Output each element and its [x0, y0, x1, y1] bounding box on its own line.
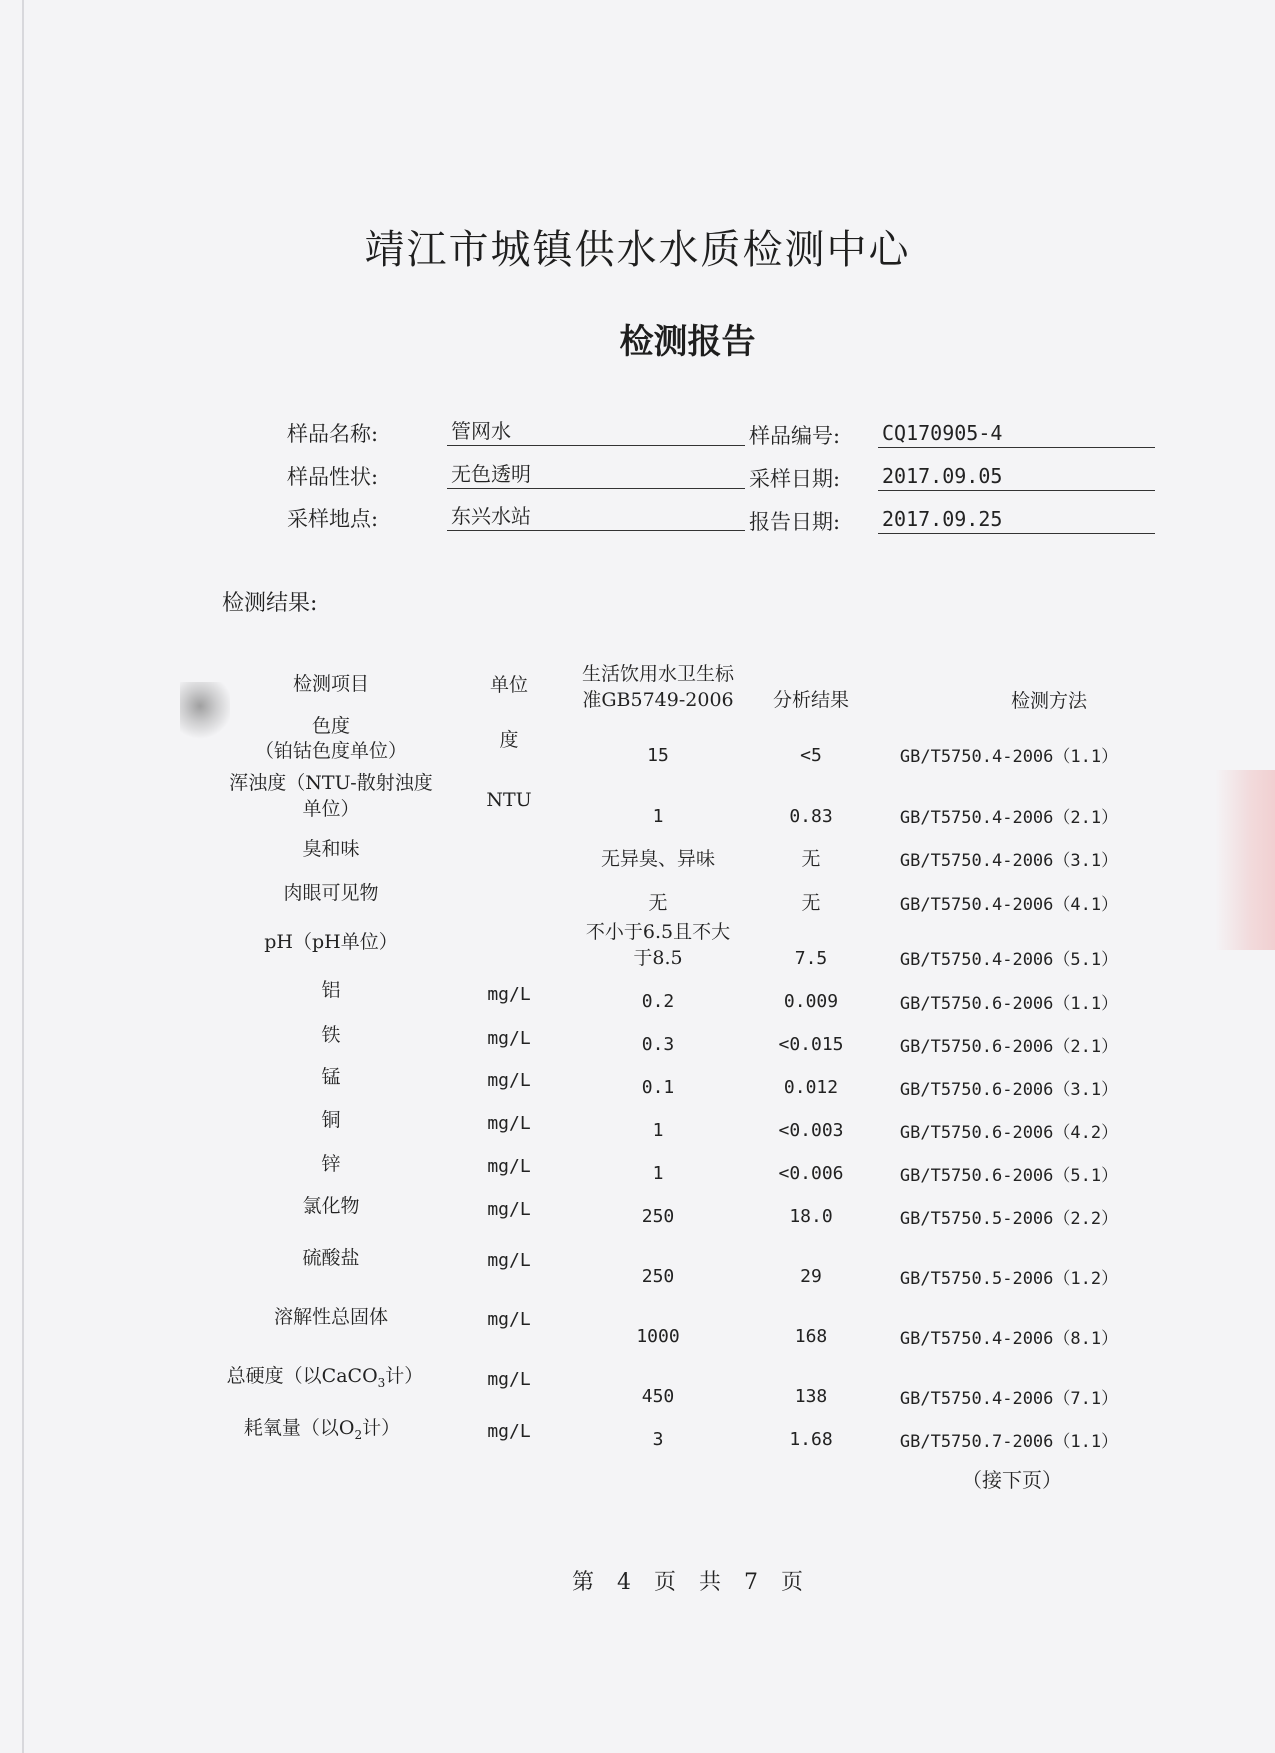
- row-unit: mg/L: [487, 1369, 531, 1390]
- sample-appearance-value: 无色透明: [447, 459, 745, 489]
- row-method: GB/T5750.6-2006（2.1）: [899, 1037, 1119, 1057]
- row-result: 18.0: [789, 1206, 833, 1227]
- row-result: <0.006: [778, 1163, 844, 1184]
- row-item-line2: 单位）: [302, 798, 360, 820]
- row-result: 7.5: [794, 948, 828, 969]
- row-standard: 450: [641, 1386, 675, 1407]
- row-unit: mg/L: [487, 1156, 531, 1177]
- row-result: 0.009: [783, 991, 839, 1012]
- row-standard: 0.3: [641, 1034, 675, 1055]
- row-item: 肉眼可见物: [283, 882, 379, 904]
- row-unit: NTU: [486, 789, 532, 811]
- row-item: 臭和味: [302, 838, 360, 860]
- row-method: GB/T5750.7-2006（1.1）: [899, 1432, 1119, 1452]
- row-unit: mg/L: [487, 1199, 531, 1220]
- row-standard: 0.2: [641, 991, 675, 1012]
- row-item: 氯化物: [302, 1195, 360, 1217]
- row-result: 29: [800, 1266, 822, 1287]
- row-method: GB/T5750.6-2006（4.2）: [899, 1123, 1119, 1143]
- row-unit: mg/L: [487, 1070, 531, 1091]
- row-method: GB/T5750.4-2006（4.1）: [899, 895, 1119, 915]
- row-result: <0.015: [778, 1034, 844, 1055]
- row-standard: 1000: [636, 1326, 680, 1347]
- row-method: GB/T5750.6-2006（1.1）: [899, 994, 1119, 1014]
- header-result: 分析结果: [772, 689, 850, 711]
- row-item: 耗氧量（以$O_2$计）: [243, 1417, 401, 1442]
- red-seal-fragment: [1215, 770, 1275, 950]
- row-item: 铜: [321, 1109, 341, 1131]
- row-standard: 0.1: [641, 1077, 675, 1098]
- results-section-label: 检测结果:: [222, 591, 318, 616]
- header-standard-line2: 准GB5749-2006: [582, 689, 734, 711]
- row-method: GB/T5750.4-2006（5.1）: [899, 950, 1119, 970]
- row-item-line2: （铂钴色度单位）: [254, 740, 408, 762]
- row-standard-line2: 于8.5: [633, 947, 683, 969]
- row-method: GB/T5750.4-2006（2.1）: [899, 808, 1119, 828]
- row-method: GB/T5750.4-2006（3.1）: [899, 851, 1119, 871]
- row-method: GB/T5750.4-2006（7.1）: [899, 1389, 1119, 1409]
- header-item: 检测项目: [292, 673, 370, 695]
- report-title: 检测报告: [619, 322, 756, 362]
- row-item: 色度: [311, 715, 351, 737]
- page-footer: 第 4 页 共 7 页: [572, 1570, 803, 1595]
- sample-name-value: 管网水: [447, 416, 745, 446]
- header-standard-line1: 生活饮用水卫生标: [581, 663, 735, 685]
- row-method: GB/T5750.6-2006（3.1）: [899, 1080, 1119, 1100]
- row-standard: 1: [652, 1163, 664, 1184]
- row-method: GB/T5750.5-2006（1.2）: [899, 1269, 1119, 1289]
- row-item: pH（pH单位）: [264, 931, 398, 953]
- report-date-label: 报告日期:: [749, 510, 841, 534]
- continue-note: （接下页）: [962, 1468, 1062, 1492]
- sample-name-label: 样品名称:: [287, 422, 379, 446]
- row-result: 168: [794, 1326, 828, 1347]
- row-standard: 250: [641, 1206, 675, 1227]
- row-result: 1.68: [789, 1429, 833, 1450]
- row-item: 锌: [321, 1153, 341, 1175]
- row-standard: 250: [641, 1266, 675, 1287]
- scan-stain: [180, 682, 230, 742]
- row-unit: mg/L: [487, 1113, 531, 1134]
- row-standard: 无异臭、异味: [600, 848, 716, 870]
- row-unit: mg/L: [487, 1421, 531, 1442]
- sample-code-label: 样品编号:: [749, 424, 841, 448]
- sample-date-value: 2017.09.05: [878, 461, 1155, 491]
- row-standard: 3: [652, 1429, 664, 1450]
- row-result: 无: [801, 892, 821, 914]
- header-unit: 单位: [489, 674, 529, 696]
- row-method: GB/T5750.4-2006（8.1）: [899, 1329, 1119, 1349]
- row-result: 0.012: [783, 1077, 839, 1098]
- row-standard-line1: 不小于6.5且不大: [585, 921, 731, 943]
- row-item: 铁: [321, 1024, 341, 1046]
- sample-code-value: CQ170905-4: [878, 418, 1155, 448]
- row-standard: 无: [648, 892, 668, 914]
- header-method: 检测方法: [1010, 690, 1088, 712]
- row-result: <0.003: [778, 1120, 844, 1141]
- row-item: 溶解性总固体: [273, 1306, 389, 1328]
- row-result: 无: [801, 848, 821, 870]
- row-item: 锰: [321, 1066, 341, 1088]
- row-standard: 1: [652, 1120, 664, 1141]
- row-method: GB/T5750.6-2006（5.1）: [899, 1166, 1119, 1186]
- row-method: GB/T5750.5-2006（2.2）: [899, 1209, 1119, 1229]
- sample-location-value: 东兴水站: [447, 501, 745, 531]
- row-result: 0.83: [789, 806, 833, 827]
- row-standard: 15: [647, 745, 669, 766]
- sample-location-label: 采样地点:: [287, 507, 379, 531]
- sample-appearance-label: 样品性状:: [287, 465, 379, 489]
- row-unit: mg/L: [487, 1028, 531, 1049]
- row-standard: 1: [652, 806, 664, 827]
- row-unit: mg/L: [487, 1309, 531, 1330]
- row-item: 总硬度（以CaCO$_3$计）: [226, 1365, 424, 1390]
- org-title: 靖江市城镇供水水质检测中心: [364, 227, 911, 273]
- row-result: 138: [794, 1386, 828, 1407]
- row-item: 浑浊度（NTU-散射浊度: [229, 772, 433, 794]
- row-unit: mg/L: [487, 1250, 531, 1271]
- row-method: GB/T5750.4-2006（1.1）: [899, 747, 1119, 767]
- row-unit: 度: [499, 729, 519, 751]
- row-item: 铝: [321, 979, 341, 1001]
- row-result: <5: [800, 745, 822, 766]
- row-unit: mg/L: [487, 984, 531, 1005]
- row-item: 硫酸盐: [302, 1247, 360, 1269]
- sample-date-label: 采样日期:: [749, 467, 841, 491]
- report-date-value: 2017.09.25: [878, 504, 1155, 534]
